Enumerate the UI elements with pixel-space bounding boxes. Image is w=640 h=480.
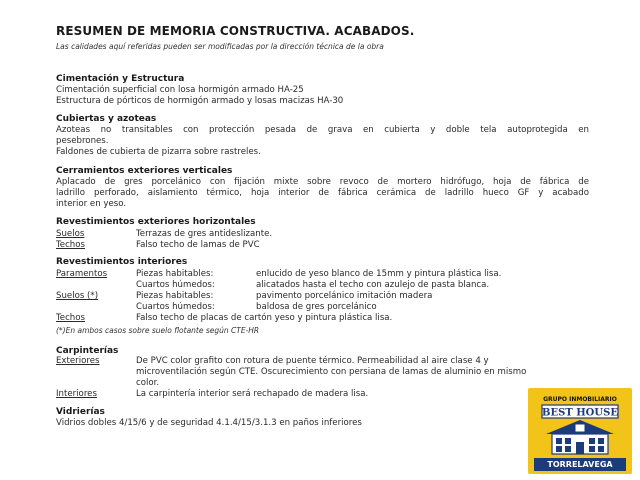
room-label: Cuartos húmedos: (136, 302, 215, 312)
company-logo (528, 388, 632, 474)
row-label-suelos-interiores: Suelos (*) (56, 291, 99, 301)
row-label-techos-interiores: Techos (56, 313, 85, 323)
cimentacion-line: Estructura de pórticos de hormigón armado y losas macizas HA-30 (56, 96, 344, 106)
cerramientos-line: ladrillo perforado, aislamiento térmico, hoja interior de fábrica cerámica de ladrillo hueco GF y acabado (56, 188, 589, 198)
room-text: alicatados hasta el techo con azulejo de pasta blanca. (256, 280, 490, 290)
section-heading-cerramientos: Cerramientos exteriores verticales (56, 166, 233, 176)
row-text: Falso techo de lamas de PVC (136, 240, 260, 250)
logo-brand-text: BEST HOUSE (542, 407, 618, 419)
room-text: pavimento porcelánico imitación madera (256, 291, 433, 301)
cubiertas-line: pesebrones. (56, 136, 109, 146)
row-text: Falso techo de placas de cartón yeso y pintura plástica lisa. (136, 313, 393, 323)
room-label: Piezas habitables: (136, 291, 214, 301)
section-heading-vidrierias: Vidrierías (56, 407, 105, 417)
cerramientos-line: Aplacado de gres porcelánico con fijación mixte sobre revoco de mortero hidrófugo, hoja de fábrica de (56, 177, 589, 187)
cubiertas-line: Azoteas no transitables con protección pesada de grava en cubierta y doble tela autoprotegida en (56, 125, 589, 135)
row-label-paramentos: Paramentos (56, 269, 108, 279)
room-label: Piezas habitables: (136, 269, 214, 279)
row-label-suelos: Suelos (56, 229, 85, 239)
section-heading-cimentacion: Cimentación y Estructura (56, 74, 185, 84)
row-label-exteriores: Exteriores (56, 356, 100, 366)
document-subtitle: Las calidades aquí referidas pueden ser modificadas por la dirección técnica de la obra (56, 42, 384, 51)
row-text: Terrazas de gres antideslizante. (136, 229, 273, 239)
section-heading-rev-horizontales: Revestimientos exteriores horizontales (56, 217, 256, 227)
exteriores-line: color. (136, 378, 160, 388)
room-text: enlucido de yeso blanco de 15mm y pintura plástica lisa. (256, 269, 502, 279)
exteriores-line: microventilación según CTE. Oscurecimiento con persiana de lamas de aluminio en mismo (136, 367, 527, 377)
section-heading-cubiertas: Cubiertas y azoteas (56, 114, 157, 124)
cubiertas-line: Faldones de cubierta de pizarra sobre rastreles. (56, 147, 261, 157)
row-text: La carpintería interior será rechapado de madera lisa. (136, 389, 369, 399)
room-text: baldosa de gres porcelánico (256, 302, 377, 312)
section-heading-rev-interiores: Revestimientos interiores (56, 257, 188, 267)
cimentacion-line: Cimentación superficial con losa hormigón armado HA-25 (56, 85, 304, 95)
house-emblem-icon (528, 402, 632, 458)
exteriores-line: De PVC color grafito con rotura de puente térmico. Permeabilidad al aire clase 4 y (136, 356, 489, 366)
logo-bottom-text: TORRELAVEGA (547, 460, 613, 469)
footnote: (*)En ambos casos sobre suelo flotante según CTE-HR (56, 326, 260, 335)
cerramientos-line: interior en yeso. (56, 199, 127, 209)
section-heading-carpinterias: Carpinterías (56, 346, 119, 356)
room-label: Cuartos húmedos: (136, 280, 215, 290)
row-label-techos: Techos (56, 240, 85, 250)
row-label-interiores: Interiores (56, 389, 97, 399)
logo-top-text: GRUPO INMOBILIARIO (543, 396, 617, 403)
document-title: RESUMEN DE MEMORIA CONSTRUCTIVA. ACABADOS. (56, 24, 415, 38)
vidrierias-line: Vidrios dobles 4/15/6 y de seguridad 4.1.4/15/3.1.3 en paños inferiores (56, 418, 362, 428)
